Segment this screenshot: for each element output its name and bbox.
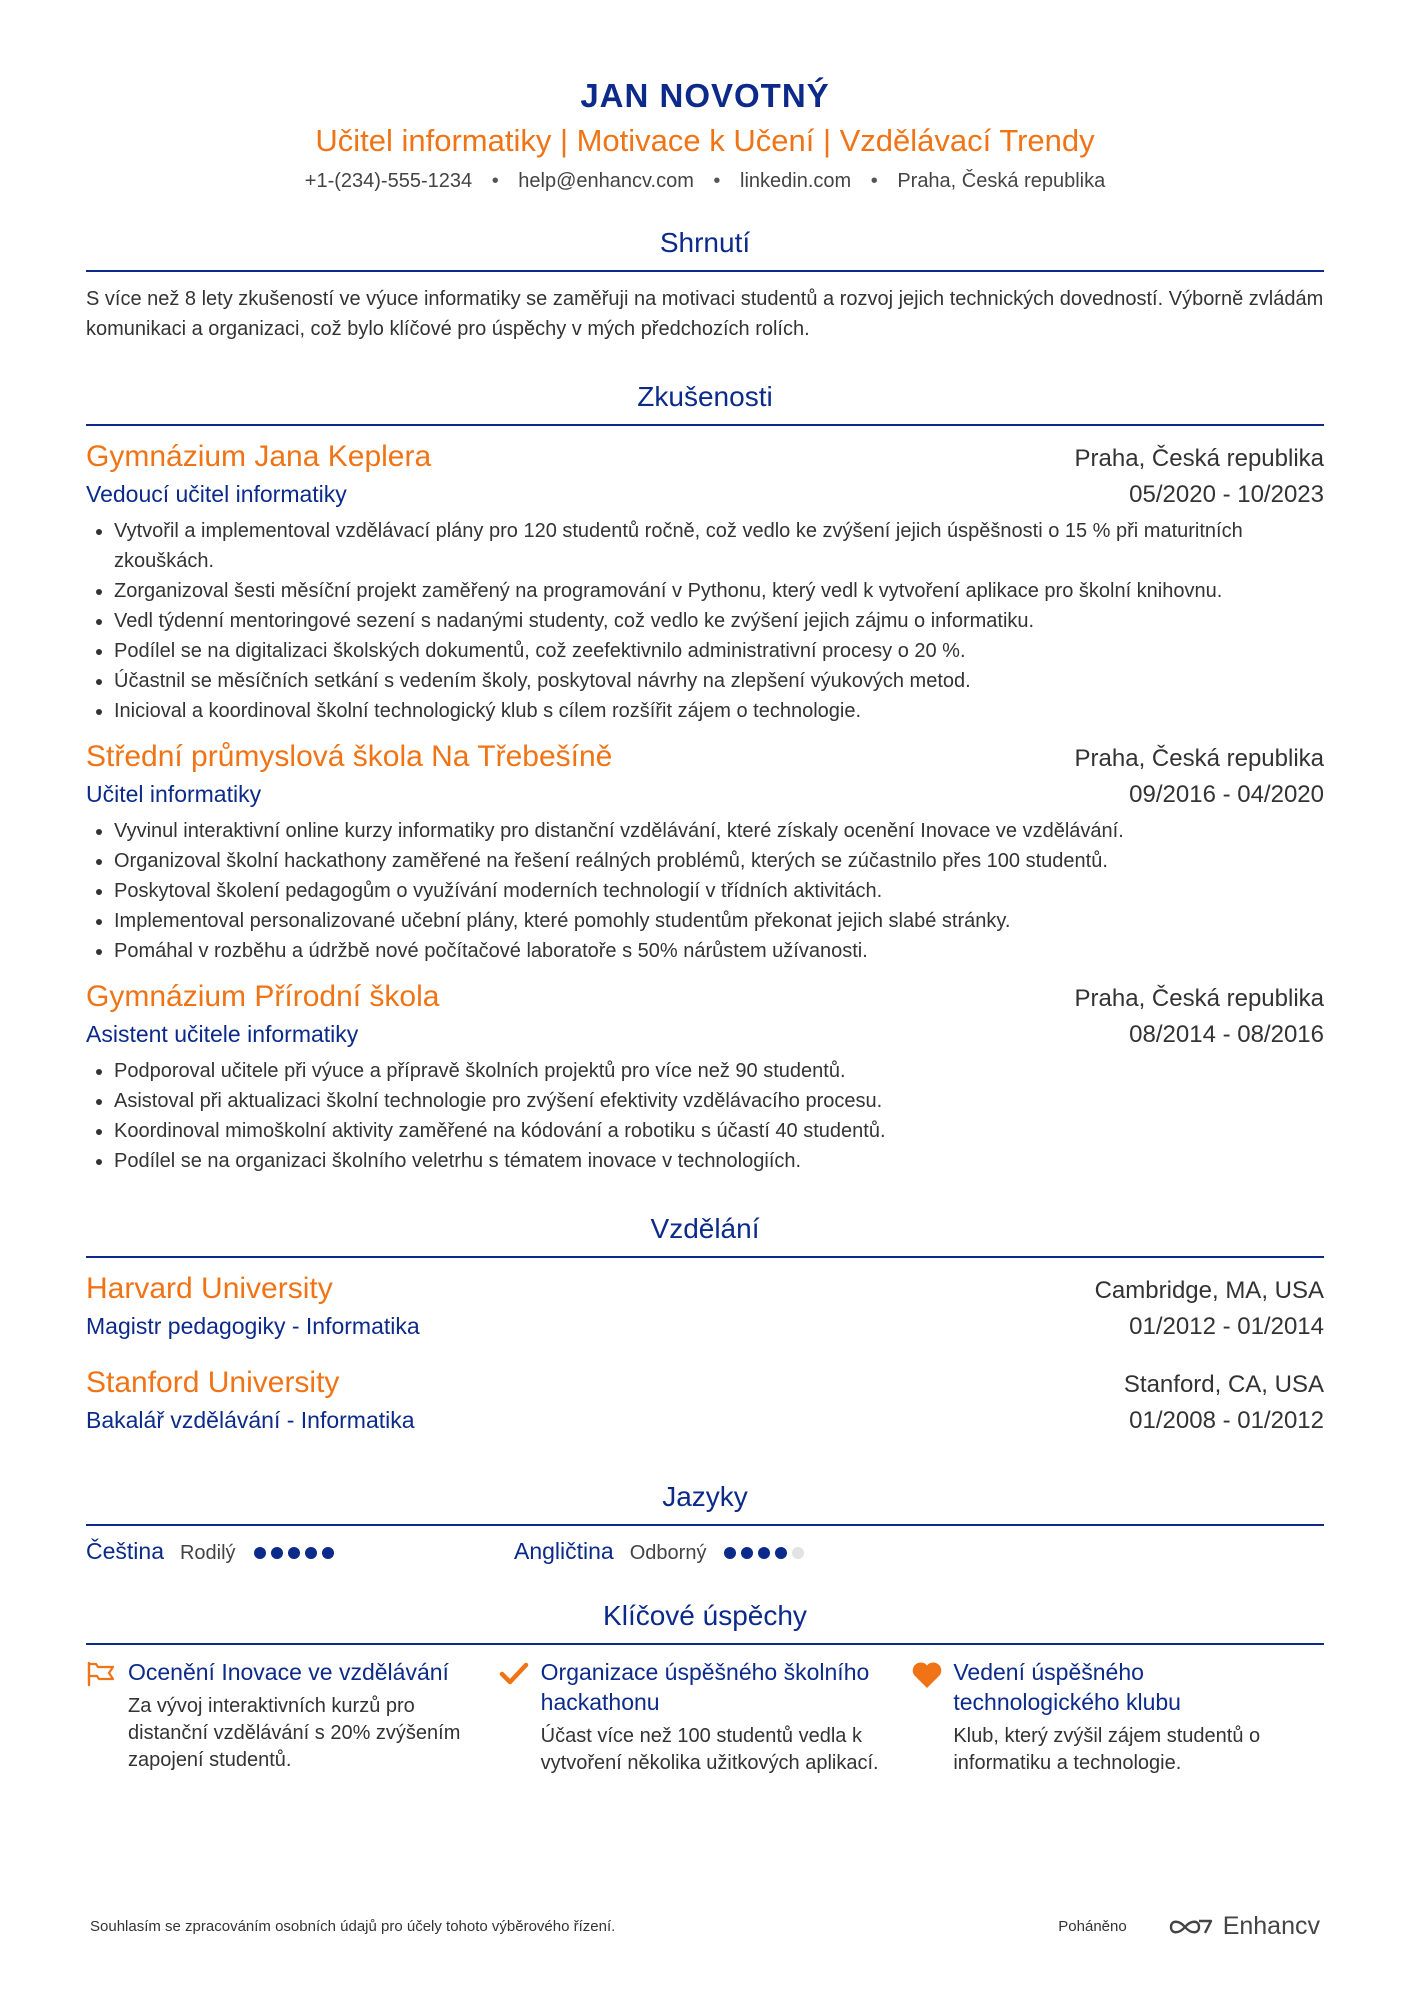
job-dates: 08/2014 - 08/2016: [1129, 1021, 1324, 1048]
language-item: [514, 1538, 942, 1565]
employer: Střední průmyslová škola Na Třebešíně: [86, 740, 613, 773]
job-location: Praha, Česká republika: [1074, 985, 1324, 1012]
page-footer: [90, 1912, 1320, 1941]
bullet-item: • Vytvořil a implementoval vzdělávací plány pro 120 studentů ročně, což vedlo ke zvýšení jejich úspěšnosti o 15 % při maturitních zkouškách.: [114, 516, 1324, 576]
bullet-item: • Poskytoval školení pedagogům o využívání moderních technologií v třídních aktivitách.: [114, 876, 1324, 906]
degree: Bakalář vzdělávání - Informatika: [86, 1407, 415, 1433]
achievement-item: [911, 1657, 1324, 1777]
bullet-item: • Organizoval školní hackathony zaměřené na řešení reálných problémů, kterých se zúčastnilo přes 100 studentů.: [114, 846, 1324, 876]
job-dates: 05/2020 - 10/2023: [1129, 481, 1324, 508]
summary-section: [86, 226, 1324, 344]
bullet-item: • Podílel se na organizaci školního veletrhu s tématem inovace v technologiích.: [114, 1146, 1324, 1176]
employer: Gymnázium Přírodní škola: [86, 980, 440, 1013]
bullet-item: • Vedl týdenní mentoringové sezení s nadanými studenty, což vedlo ke zvýšení jejich zájmu o informatiku.: [114, 606, 1324, 636]
separator: •: [870, 170, 878, 192]
bullet-list: [86, 516, 1324, 726]
languages-section: [86, 1480, 1324, 1565]
bullet-item: • Podporoval učitele při výuce a přípravě školních projektů pro více než 90 studentů.: [114, 1056, 1324, 1086]
section-title: Jazyky: [86, 1480, 1324, 1526]
education-section: [86, 1212, 1324, 1438]
headline: Učitel informatiky | Motivace k Učení | Vzdělávací Trendy: [315, 123, 1095, 158]
consent-text: Souhlasím se zpracováním osobních údajů pro účely tohoto výběrového řízení.: [90, 1918, 616, 1935]
rating-dot-empty: [792, 1547, 804, 1559]
school-location: Stanford, CA, USA: [1123, 1371, 1324, 1398]
degree: Magistr pedagogiky - Informatika: [86, 1313, 420, 1339]
language-item: [86, 1538, 514, 1565]
job-title: Asistent učitele informatiky: [86, 1021, 359, 1047]
bullet-item: • Implementoval personalizované učební plány, které pomohly studentům překonat jejich slabé stránky.: [114, 906, 1324, 936]
candidate-name: JAN NOVOTNÝ: [580, 77, 830, 114]
job-title: Učitel informatiky: [86, 781, 262, 807]
experience-section: [86, 380, 1324, 1176]
study-dates: 01/2008 - 01/2012: [1129, 1407, 1324, 1434]
study-dates: 01/2012 - 01/2014: [1129, 1313, 1324, 1340]
language-level: Rodilý: [179, 1542, 236, 1564]
language-name: Čeština: [86, 1538, 164, 1564]
enhancv-logo[interactable]: [1167, 1912, 1320, 1941]
flag-icon: [86, 1657, 128, 1777]
section-title: Klíčové úspěchy: [86, 1599, 1324, 1645]
section-title: Shrnutí: [86, 226, 1324, 272]
job-location: Praha, Česká republika: [1074, 745, 1324, 772]
achievement-title: Organizace úspěšného školního hackathonu: [540, 1659, 870, 1715]
achievement-description: Za vývoj interaktivních kurzů pro distanční vzdělávání s 20% zvýšením zapojení studentů.: [128, 1695, 461, 1771]
contact-line: [86, 168, 1324, 194]
rating-dot-filled: [724, 1547, 736, 1559]
rating-dot-filled: [775, 1547, 787, 1559]
experience-entry: [86, 738, 1324, 966]
school-location: Cambridge, MA, USA: [1094, 1277, 1324, 1304]
achievement-description: Klub, který zvýšil zájem studentů o informatiku a technologie.: [953, 1725, 1261, 1774]
rating-dot-filled: [741, 1547, 753, 1559]
achievements-section: [86, 1599, 1324, 1777]
proficiency-dots: [254, 1547, 334, 1559]
employer: Gymnázium Jana Keplera: [86, 440, 432, 473]
separator: •: [713, 170, 721, 192]
rating-dot-filled: [271, 1547, 283, 1559]
powered-by-label: Poháněno: [1058, 1918, 1127, 1935]
language-list: [86, 1538, 1324, 1565]
bullet-item: • Účastnil se měsíčních setkání s vedením školy, poskytoval návrhy na zlepšení výukových metod.: [114, 666, 1324, 696]
rating-dot-filled: [288, 1547, 300, 1559]
job-location: Praha, Česká republika: [1074, 445, 1324, 472]
section-title: Zkušenosti: [86, 380, 1324, 426]
bullet-item: • Vyvinul interaktivní online kurzy informatiky pro distanční vzdělávání, které získaly ocenění Inovace ve vzdělávání.: [114, 816, 1324, 846]
language-level: Odborný: [629, 1542, 707, 1564]
bullet-item: • Asistoval při aktualizaci školní technologie pro zvýšení efektivity vzdělávacího procesu.: [114, 1086, 1324, 1116]
enhancv-logo-icon: [1167, 1915, 1215, 1939]
language-name: Angličtina: [514, 1538, 614, 1564]
location: Praha, Česká republika: [897, 170, 1106, 192]
linkedin[interactable]: linkedin.com: [740, 170, 852, 192]
school-name: Stanford University: [86, 1366, 340, 1399]
brand-name: Enhancv: [1222, 1912, 1320, 1940]
experience-entry: [86, 438, 1324, 726]
proficiency-dots: [724, 1547, 804, 1559]
bullet-item: • Pomáhal v rozběhu a údržbě nové počítačové laboratoře s 50% nárůstem užívanosti.: [114, 936, 1324, 966]
achievement-item: [86, 1657, 499, 1777]
separator: •: [491, 170, 499, 192]
bullet-item: • Koordinoval mimoškolní aktivity zaměřené na kódování a robotiku s účastí 40 studentů.: [114, 1116, 1324, 1146]
checkmark-icon: [499, 1657, 541, 1777]
achievement-title: Ocenění Inovace ve vzdělávání: [128, 1659, 449, 1685]
experience-entry: [86, 978, 1324, 1176]
heart-icon: [911, 1657, 953, 1777]
school-name: Harvard University: [86, 1272, 333, 1305]
education-entry: [86, 1270, 1324, 1344]
rating-dot-filled: [254, 1547, 266, 1559]
resume-header: [86, 0, 1324, 194]
bullet-item: • Podílel se na digitalizaci školských dokumentů, což zeefektivnilo administrativní procesy o 20 %.: [114, 636, 1324, 666]
rating-dot-filled: [305, 1547, 317, 1559]
summary-text: S více než 8 lety zkušeností ve výuce informatiky se zaměřuji na motivaci studentů a rozvoj jejich technických dovedností. Výborně zvládám komunikaci a organizaci, což bylo klíčové pro úspěchy v mých předchozích rolích.: [86, 288, 1324, 340]
rating-dot-filled: [758, 1547, 770, 1559]
bullet-item: • Zorganizoval šesti měsíční projekt zaměřený na programování v Pythonu, který vedl k vytvoření aplikace pro školní knihovnu.: [114, 576, 1324, 606]
bullet-item: • Inicioval a koordinoval školní technologický klub s cílem rozšířit zájem o technologie.: [114, 696, 1324, 726]
achievement-list: [86, 1657, 1324, 1777]
rating-dot-filled: [322, 1547, 334, 1559]
bullet-list: [86, 1056, 1324, 1176]
achievement-item: [499, 1657, 912, 1777]
achievement-description: Účast více než 100 studentů vedla k vytvoření několika užitkových aplikací.: [540, 1725, 879, 1774]
achievement-title: Vedení úspěšného technologického klubu: [953, 1659, 1181, 1715]
bullet-list: [86, 816, 1324, 966]
section-title: Vzdělání: [86, 1212, 1324, 1258]
phone: +1-(234)-555-1234: [304, 170, 473, 192]
job-title: Vedoucí učitel informatiky: [86, 481, 347, 507]
education-entry: [86, 1364, 1324, 1438]
job-dates: 09/2016 - 04/2020: [1129, 781, 1324, 808]
email[interactable]: help@enhancv.com: [518, 170, 694, 192]
